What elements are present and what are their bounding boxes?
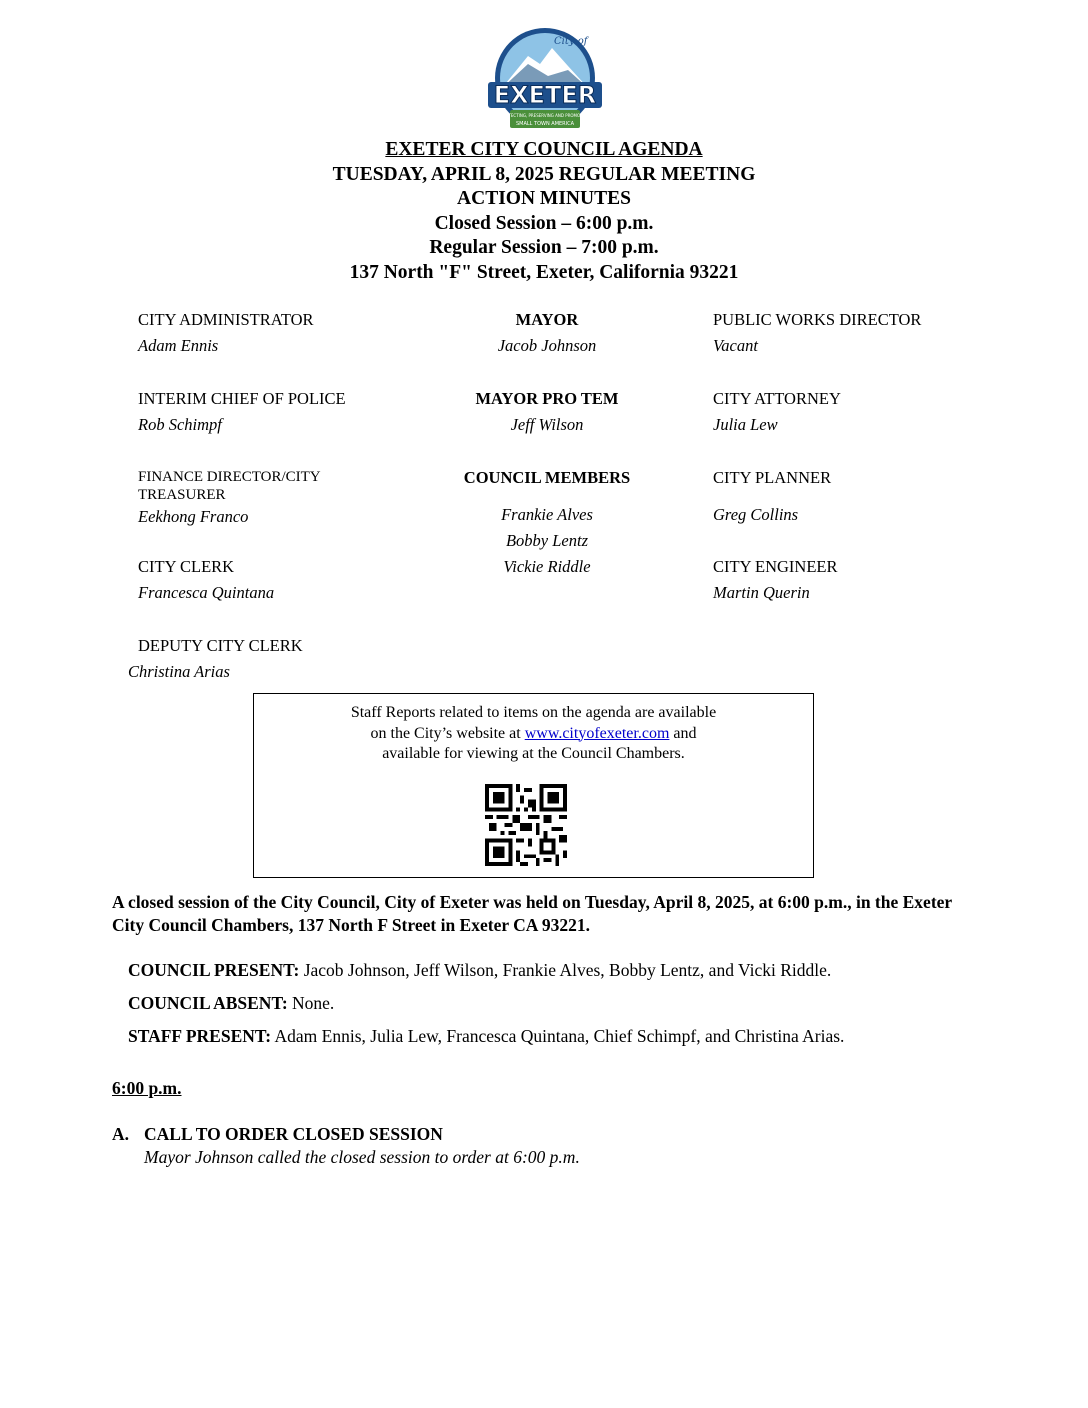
svg-text:PROTECTING, PRESERVING AND PRO: PROTECTING, PRESERVING AND PROMOTING	[500, 113, 590, 118]
item-title: CALL TO ORDER CLOSED SESSION	[144, 1124, 443, 1144]
city-logo	[488, 26, 602, 136]
agenda-item-a	[112, 1123, 580, 1169]
official-council-members: COUNCIL MEMBERS Frankie Alves Bobby Lentz Vickie Riddle	[438, 465, 656, 580]
item-letter: A.	[112, 1124, 130, 1144]
official-deputy-clerk: DEPUTY CITY CLERK Christina Arias	[128, 636, 303, 681]
agenda-title: EXETER CITY COUNCIL AGENDA	[385, 139, 703, 160]
regular-session-time: Regular Session – 7:00 p.m.	[429, 237, 659, 259]
meeting-address: 137 North "F" Street, Exeter, California 93221	[349, 261, 739, 283]
council-present: COUNCIL PRESENT: Jacob Johnson, Jeff Wilson, Frankie Alves, Bobby Lentz, and Vicki Riddle.	[128, 960, 832, 980]
council-member: Bobby Lentz	[505, 531, 589, 550]
item-description: Mayor Johnson called the closed session to order at 6:00 p.m.	[144, 1147, 580, 1167]
official-mayor-pro-tem: MAYOR PRO TEM Jeff Wilson	[475, 389, 619, 434]
svg-text:EXETER: EXETER	[493, 81, 597, 109]
council-member: Vickie Riddle	[503, 557, 591, 576]
official-city-administrator: CITY ADMINISTRATOR Adam Ennis	[138, 310, 314, 355]
qr-code	[485, 784, 567, 866]
staff-present: STAFF PRESENT: Adam Ennis, Julia Lew, Francesca Quintana, Chief Schimpf, and Christina Arias.	[128, 1026, 845, 1046]
time-heading: 6:00 p.m.	[112, 1078, 182, 1098]
agenda-header	[0, 138, 1088, 286]
svg-text:City of: City of	[554, 36, 588, 47]
council-member: Frankie Alves	[501, 505, 593, 524]
official-public-works: PUBLIC WORKS DIRECTOR Vacant	[713, 310, 922, 355]
official-city-planner: CITY PLANNER Greg Collins	[713, 468, 832, 524]
official-mayor: MAYOR Jacob Johnson	[497, 310, 597, 355]
council-absent: COUNCIL ABSENT: None.	[128, 993, 335, 1013]
official-city-clerk: CITY CLERK Francesca Quintana	[138, 557, 275, 602]
meeting-date: TUESDAY, APRIL 8, 2025 REGULAR MEETING	[332, 163, 756, 185]
svg-text:SMALL TOWN AMERICA: SMALL TOWN AMERICA	[515, 121, 575, 127]
closed-session-time: Closed Session – 6:00 p.m.	[434, 212, 654, 234]
staff-reports-notice: Staff Reports related to items on the agenda are available on the City’s website at www.cityofexeter.com and available for viewing at the Council Chambers.	[253, 693, 814, 878]
city-website-link[interactable]: www.cityofexeter.com	[524, 724, 670, 742]
minutes-label: ACTION MINUTES	[457, 188, 631, 210]
official-city-engineer: CITY ENGINEER Martin Querin	[713, 557, 838, 602]
official-finance-director: FINANCE DIRECTOR/CITY TREASURER Eekhong Franco	[138, 469, 321, 526]
official-interim-chief: INTERIM CHIEF OF POLICE Rob Schimpf	[138, 389, 346, 434]
official-city-attorney: CITY ATTORNEY Julia Lew	[713, 389, 841, 434]
closed-session-intro: A closed session of the City Council, City of Exeter was held on Tuesday, April 8, 2025, at 6:00 p.m., in the Exeter City Council Chambers, 137 North F Street in Exeter CA 93221.	[112, 892, 952, 935]
